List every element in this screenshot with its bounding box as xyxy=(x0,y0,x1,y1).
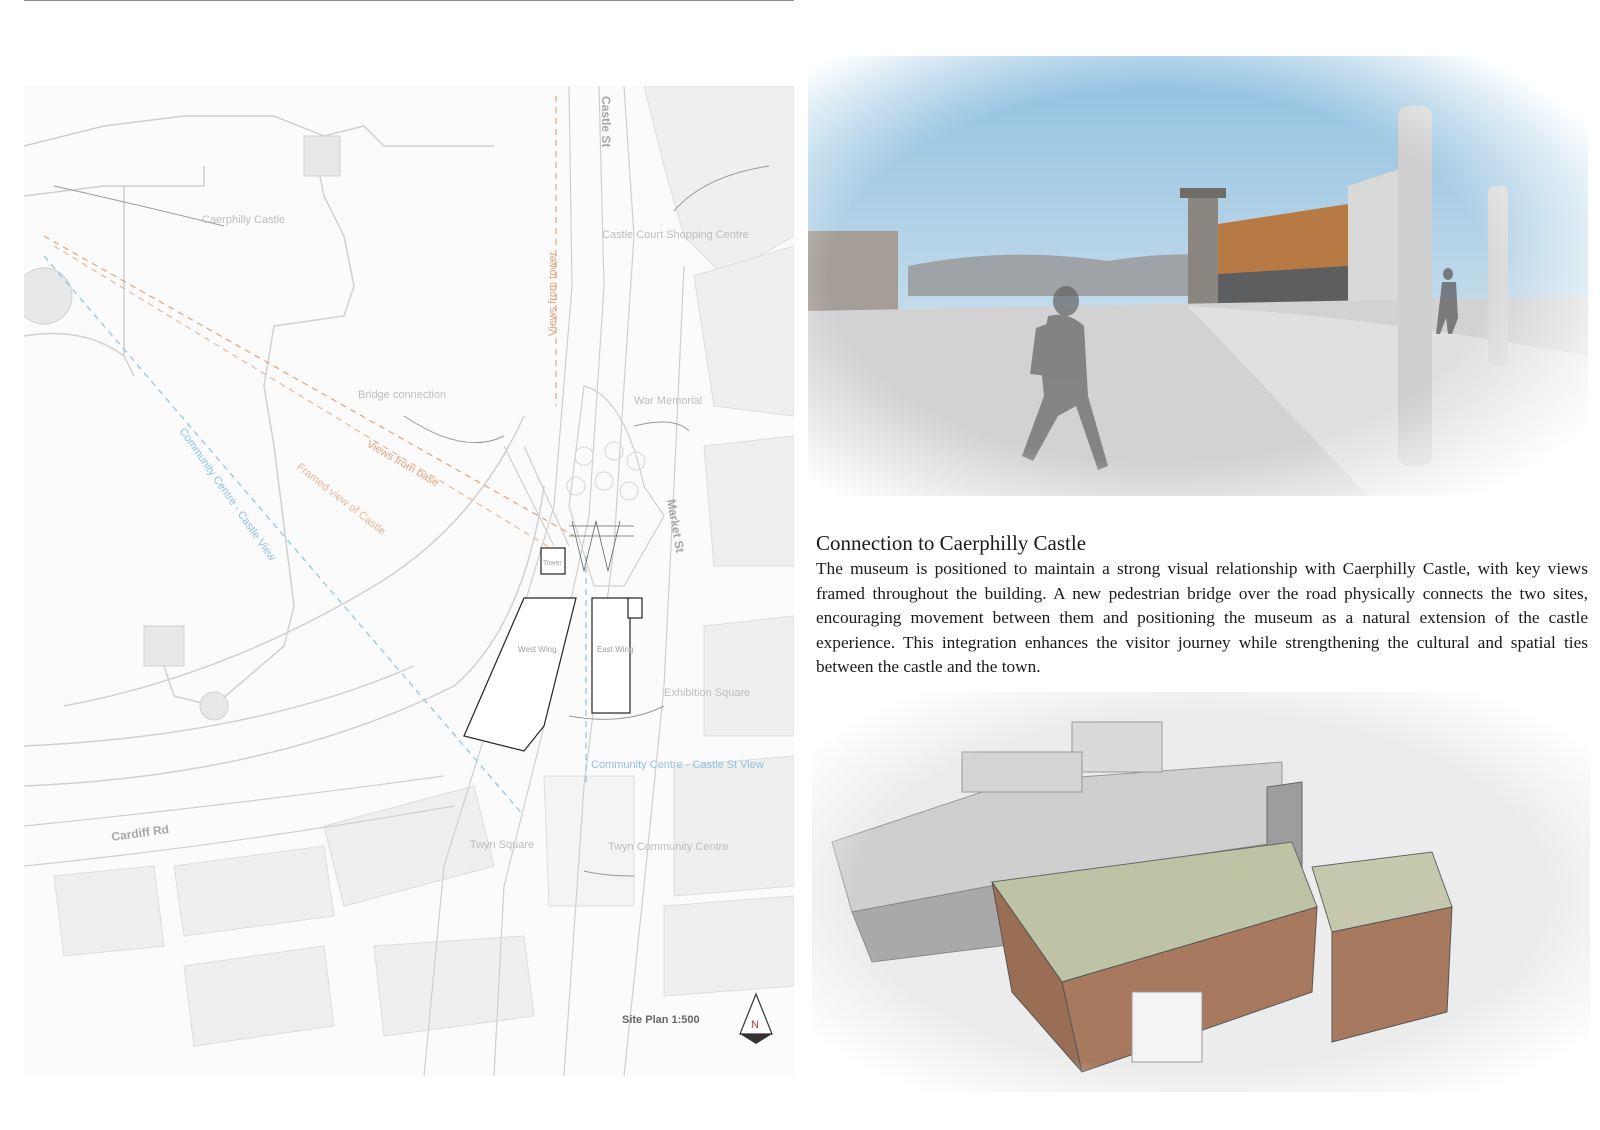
view-line-framed xyxy=(54,246,564,556)
label-bridge-connection: Bridge connection xyxy=(358,389,447,401)
block-south-1 xyxy=(54,866,164,956)
label-views-from-base: Views from base xyxy=(364,438,441,490)
block-east-3 xyxy=(704,616,794,736)
north-arrow-icon xyxy=(740,994,772,1044)
castle-wall-north-2 xyxy=(24,166,204,196)
moat-line-2 xyxy=(64,416,524,706)
west-wing-outline xyxy=(464,598,576,751)
label-community-castle-view: Community Centre - Castle View xyxy=(176,425,278,564)
castle-round-tower xyxy=(24,268,72,324)
label-cardiff-rd: Cardiff Rd xyxy=(110,822,170,844)
castle-tower-3 xyxy=(200,692,228,720)
label-exhibition-square: Exhibition Square xyxy=(664,687,751,699)
arrow-castle xyxy=(54,186,224,226)
block-east-5 xyxy=(664,896,794,996)
top-rule xyxy=(24,0,794,1)
site-plan xyxy=(24,86,794,1076)
label-views-from-tower: Views from tower xyxy=(547,251,559,336)
section-body: The museum is positioned to maintain a strong visual relationship with Caerphilly Castle, with key views framed throughout the building. A new pedestrian bridge over the road physically connects the two sites, encouraging movement between them and positioning the museum as a natural extension of the castle experience. This integration enhances the visitor journey while strengthening the cultural and spatial ties between the castle and the town. xyxy=(816,559,1588,677)
north-marker: N xyxy=(751,1019,759,1031)
render-aerial-view xyxy=(812,692,1590,1092)
block-south-2 xyxy=(174,846,334,936)
east-wing-stair xyxy=(628,598,642,618)
label-east-wing: East Wing xyxy=(597,645,634,654)
section-heading: Connection to Caerphilly Castle xyxy=(816,531,1087,555)
block-south-4 xyxy=(184,946,334,1046)
label-west-wing: West Wing xyxy=(518,645,557,654)
label-tower: Tower xyxy=(543,560,562,567)
road-edge-centre xyxy=(494,86,604,1076)
block-south-3 xyxy=(324,786,494,906)
east-wing-outline xyxy=(592,598,630,713)
block-castle-court xyxy=(644,86,794,276)
label-market-st: Market St xyxy=(664,498,688,554)
block-east-1 xyxy=(694,246,794,416)
block-south-5 xyxy=(374,936,534,1036)
moat-line-1 xyxy=(24,334,124,357)
label-twyn-square: Twyn Square xyxy=(470,839,535,851)
label-framed-view: Framed view of Castle xyxy=(294,460,388,538)
road-edge-west xyxy=(424,86,572,1076)
label-community-castle-st-view: Community Centre - Castle St View xyxy=(591,759,764,771)
label-castle-st: Castle St xyxy=(599,96,613,148)
label-caerphilly-castle: Caerphilly Castle xyxy=(202,214,286,226)
castle-tower-2 xyxy=(144,626,184,666)
arrow-war-memorial xyxy=(634,422,689,431)
view-line-community xyxy=(44,256,524,816)
war-memorial-island xyxy=(569,386,664,586)
label-twyn-community-centre: Twyn Community Centre xyxy=(608,841,729,853)
block-east-2 xyxy=(704,436,794,566)
label-war-memorial: War Memorial xyxy=(634,395,703,407)
castle-tower-1 xyxy=(304,136,340,176)
block-east-4 xyxy=(674,756,794,896)
site-plan-caption: Site Plan 1:500 xyxy=(622,1014,700,1026)
arrow-bridge xyxy=(404,416,504,443)
view-line-base xyxy=(44,236,574,536)
render-street-view xyxy=(808,56,1588,496)
castle-wall-west xyxy=(124,186,134,376)
description-block xyxy=(816,530,1588,680)
label-castle-court: Castle Court Shopping Centre xyxy=(602,229,749,241)
castle-wall-north xyxy=(24,116,494,146)
